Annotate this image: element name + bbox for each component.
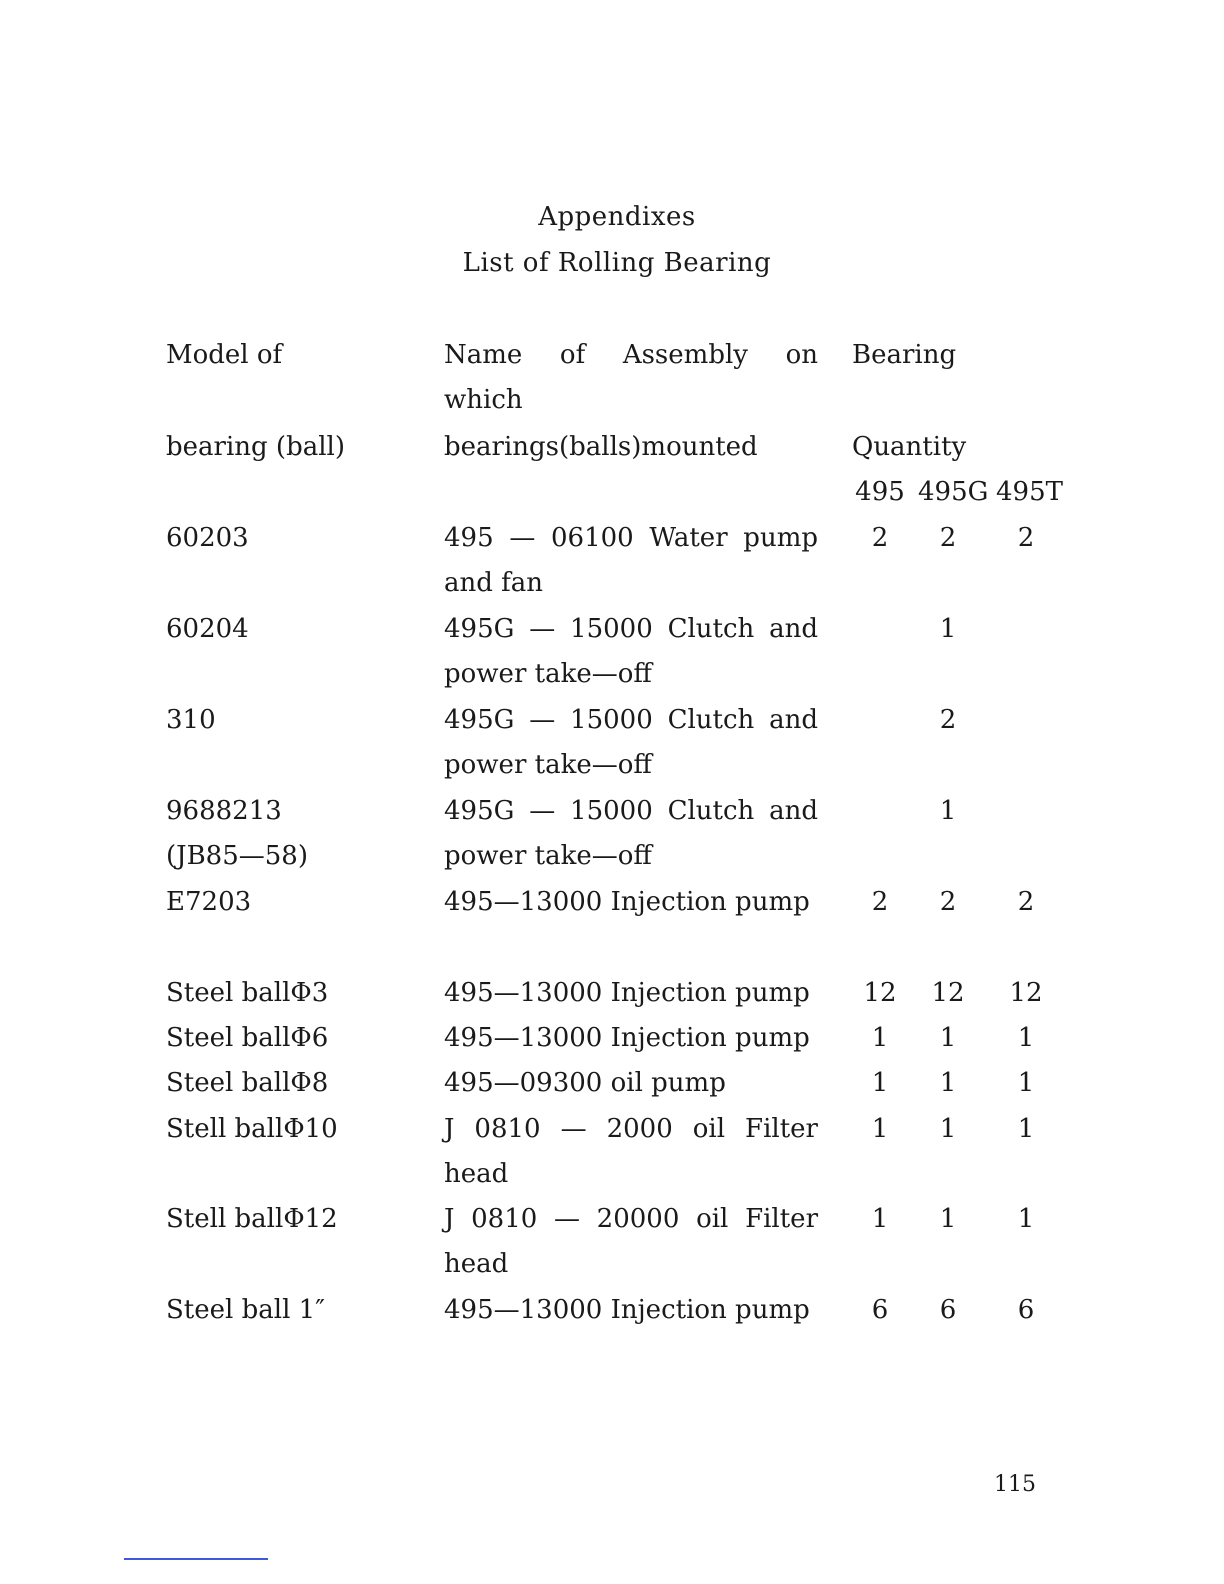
table-row-qty-495: 1 xyxy=(871,1204,889,1234)
table-row-model: Steel ballΦ8 xyxy=(166,1068,329,1098)
table-row-assembly: 495—09300 oil pump xyxy=(444,1068,726,1098)
table-row-qty-495: 1 xyxy=(871,1068,889,1098)
table-row-model: Steel ball 1″ xyxy=(166,1295,325,1325)
table-row-qty-495g: 6 xyxy=(939,1295,957,1325)
table-row-assembly-cont: power take—off xyxy=(444,841,652,871)
table-row-assembly-cont: head xyxy=(444,1159,509,1189)
col-header-quantity-line1: Bearing xyxy=(852,340,957,370)
table-row-qty-495g: 1 xyxy=(939,1204,957,1234)
table-row-qty-495g: 1 xyxy=(939,1023,957,1053)
table-row-assembly-cont: power take—off xyxy=(444,659,652,689)
table-row-qty-495g: 12 xyxy=(931,978,965,1008)
page-number: 115 xyxy=(994,1472,1036,1497)
page-subtitle: List of Rolling Bearing xyxy=(462,248,772,278)
variant-header-495: 495 xyxy=(855,477,905,507)
table-row-assembly: 495—13000 Injection pump xyxy=(444,978,810,1008)
table-row-assembly: 495 — 06100 Water pump xyxy=(444,523,818,553)
col-header-quantity-line2: Quantity xyxy=(852,432,967,462)
table-row-model: 60204 xyxy=(166,614,249,644)
table-row-qty-495g: 1 xyxy=(939,1068,957,1098)
col-header-model-line2: bearing (ball) xyxy=(166,432,345,462)
table-row-qty-495g: 2 xyxy=(939,523,957,553)
table-row-qty-495: 6 xyxy=(871,1295,889,1325)
table-row-qty-495t: 6 xyxy=(1017,1295,1035,1325)
table-row-assembly: 495G — 15000 Clutch and xyxy=(444,705,818,735)
footer-divider xyxy=(124,1558,268,1560)
table-row-qty-495g: 2 xyxy=(939,705,957,735)
table-row-assembly: 495—13000 Injection pump xyxy=(444,1295,810,1325)
table-row-model: Steel ballΦ6 xyxy=(166,1023,329,1053)
col-header-model-line1: Model of xyxy=(166,340,283,370)
table-row-assembly: 495G — 15000 Clutch and xyxy=(444,796,818,826)
table-row-qty-495: 1 xyxy=(871,1114,889,1144)
table-row-assembly: 495G — 15000 Clutch and xyxy=(444,614,818,644)
table-row-model: E7203 xyxy=(166,887,252,917)
table-row-qty-495t: 1 xyxy=(1017,1023,1035,1053)
table-row-assembly: 495—13000 Injection pump xyxy=(444,887,810,917)
table-row-model: Stell ballΦ10 xyxy=(166,1114,338,1144)
table-row-model-cont: (JB85—58) xyxy=(166,841,308,871)
table-row-assembly-cont: power take—off xyxy=(444,750,652,780)
table-row-assembly: 495—13000 Injection pump xyxy=(444,1023,810,1053)
page-title: Appendixes xyxy=(538,202,696,232)
col-header-assembly-line2: which xyxy=(444,385,523,415)
col-header-assembly-line3: bearings(balls)mounted xyxy=(444,432,758,462)
table-row-assembly: J 0810 — 2000 oil Filter xyxy=(444,1114,818,1144)
table-row-qty-495: 2 xyxy=(871,523,889,553)
table-row-qty-495t: 2 xyxy=(1017,523,1035,553)
table-row-assembly: J 0810 — 20000 oil Filter xyxy=(444,1204,818,1234)
table-row-qty-495t: 2 xyxy=(1017,887,1035,917)
table-row-model: Steel ballΦ3 xyxy=(166,978,329,1008)
table-row-qty-495t: 1 xyxy=(1017,1114,1035,1144)
variant-header-495g: 495G xyxy=(918,477,989,507)
variant-header-495t: 495T xyxy=(996,477,1063,507)
table-row-qty-495: 2 xyxy=(871,887,889,917)
table-row-model: 60203 xyxy=(166,523,249,553)
table-row-qty-495g: 1 xyxy=(939,796,957,826)
table-row-qty-495: 1 xyxy=(871,1023,889,1053)
col-header-assembly-line1: Name of Assembly on xyxy=(444,340,818,370)
table-row-model: 9688213 xyxy=(166,796,282,826)
table-row-qty-495t: 12 xyxy=(1009,978,1043,1008)
table-row-assembly-cont: and fan xyxy=(444,568,544,598)
table-row-model: 310 xyxy=(166,705,216,735)
table-row-qty-495t: 1 xyxy=(1017,1204,1035,1234)
table-row-assembly-cont: head xyxy=(444,1249,509,1279)
table-row-qty-495g: 2 xyxy=(939,887,957,917)
table-row-model: Stell ballΦ12 xyxy=(166,1204,338,1234)
table-row-qty-495t: 1 xyxy=(1017,1068,1035,1098)
table-row-qty-495g: 1 xyxy=(939,1114,957,1144)
table-row-qty-495: 12 xyxy=(863,978,897,1008)
table-row-qty-495g: 1 xyxy=(939,614,957,644)
